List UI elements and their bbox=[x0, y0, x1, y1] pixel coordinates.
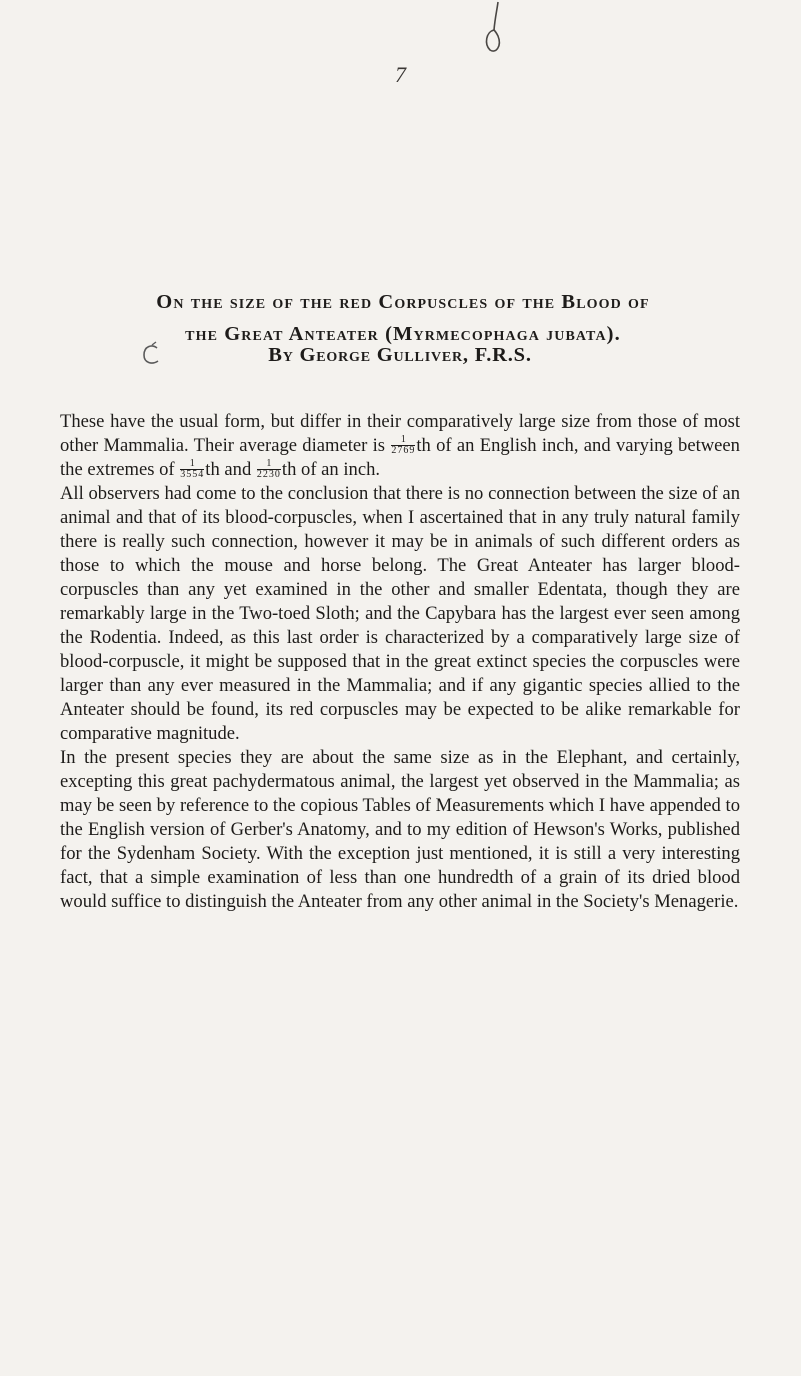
title-line-1: On the size of the red Corpuscles of the Blood of bbox=[156, 291, 650, 313]
article-body bbox=[60, 410, 740, 914]
author-byline: By George Gulliver, F.R.S. bbox=[268, 344, 532, 366]
paragraph-3: In the present species they are about the same size as in the Elephant, and certainly, excepting this great pachydermatous animal, the largest yet observed in the Mammalia; as may be seen by reference to the copious Tables of Measurements which I have appended to the English version of Gerber's Anatomy, and to my edition of Hewson's Works, published for the Sydenham Society. With the exception just mentioned, it is still a very interesting fact, that a simple examination of less than one hundredth of a grain of its dried blood would suffice to distinguish the Anteater from any other animal in the Society's Menagerie. bbox=[60, 747, 740, 912]
fraction-min-diameter: $\frac{1}{3554}$ bbox=[180, 458, 205, 480]
handwritten-folio-mark bbox=[480, 0, 510, 60]
page-number: 7 bbox=[395, 62, 406, 87]
fraction-average-diameter: $\frac{1}{2769}$ bbox=[391, 434, 416, 456]
paragraph-1-intro: These have the usual form, but differ in their comparatively large size from those of most other Mammalia. Their average diameter is bbox=[60, 411, 740, 456]
byline-row bbox=[140, 340, 660, 376]
paragraph-2: All observers had come to the conclusion that there is no connection between the size of an animal and that of its blood-corpuscles, when I ascertained that in any truly natural family there is really such connection, however it may be in animals of such different orders as those to which the mouse and horse belong. The Great Anteater has larger blood-corpuscles than any yet examined in the other and smaller Edentata, though they are remarkably large in the Two-toed Sloth; and the Capybara has the largest ever seen among the Rodentia. Indeed, as this last order is characterized by a comparatively large size of blood-corpuscle, it might be supposed that in the great extinct species the corpuscles were larger than any ever measured in the Mammalia; and if any gigantic species allied to the Anteater should be found, its red corpuscles may be expected to be alike remarkable for comparative magnitude. bbox=[60, 483, 740, 744]
paragraph-1-and: th and bbox=[205, 459, 252, 480]
paragraph-1-middle: th of an English inch, and varying between the extremes of bbox=[60, 435, 740, 480]
paragraph-1 bbox=[60, 410, 740, 482]
title-line-2: the Great Anteater (Myrmecophaga jubata). bbox=[185, 323, 621, 345]
paragraph-1-end: th of an inch. bbox=[281, 459, 381, 480]
fraction-max-diameter: $\frac{1}{2230}$ bbox=[256, 458, 281, 480]
